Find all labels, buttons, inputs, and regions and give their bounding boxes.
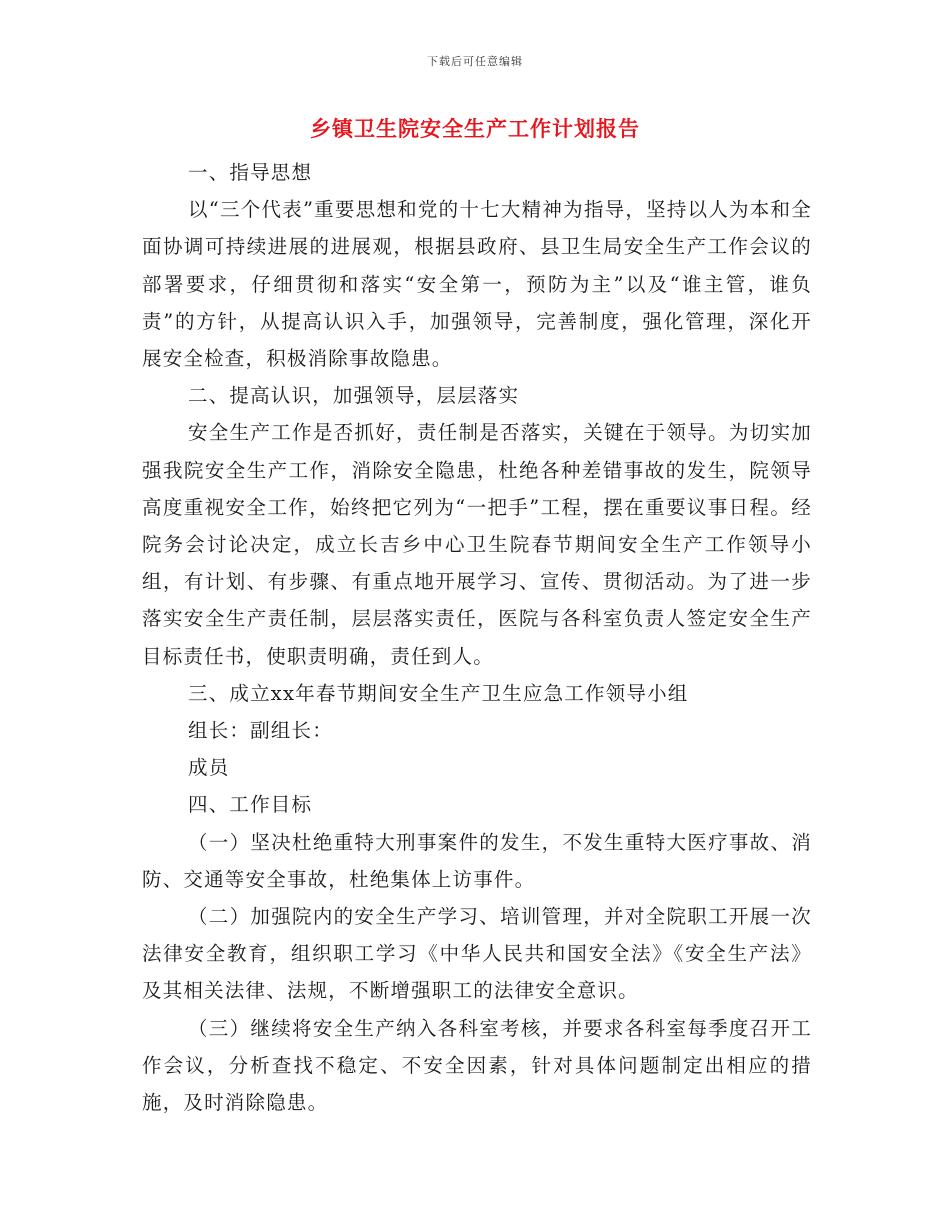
section-heading-4: 四、工作目标 bbox=[188, 793, 313, 817]
document-title: 乡镇卫生院安全生产工作计划报告 bbox=[310, 116, 640, 141]
paragraph-guiding-thought: 以“三个代表”重要思想和党的十七大精神为指导，坚持以人为本和全面协调可持续进展的进展观，根据县政府、县卫生局安全生产工作会议的部署要求，仔细贯彻和落实“安全第一，预防为主”以及“谁主管，谁负责”的方针，从提高认识入手，加强领导，完善制度，强化管理，深化开展安全检查，积极消除事故隐患。 bbox=[142, 198, 812, 371]
section-heading-2: 二、提高认识，加强领导，层层落实 bbox=[188, 384, 520, 408]
goal-item-3: （三）继续将安全生产纳入各科室考核，并要求各科室每季度召开工作会议，分析查找不稳定、不安全因素，针对具体问题制定出相应的措施，及时消除隐患。 bbox=[142, 1016, 812, 1115]
goal-item-2: （二）加强院内的安全生产学习、培训管理，并对全院职工开展一次法律安全教育，组织职工学习《中华人民共和国安全法》《安全生产法》及其相关法律、法规，不断增强职工的法律安全意识。 bbox=[142, 905, 812, 1003]
section-heading-3: 三、成立xx年春节期间安全生产卫生应急工作领导小组 bbox=[188, 681, 689, 705]
goal-item-1: （一）坚决杜绝重特大刑事案件的发生，不发生重特大医疗事故、消防、交通等安全事故，杜绝集体上访事件。 bbox=[142, 830, 812, 891]
section-heading-1: 一、指导思想 bbox=[188, 161, 313, 184]
document-body bbox=[142, 154, 812, 1121]
paragraph-leadership: 安全生产工作是否抓好，责任制是否落实，关键在于领导。为切实加强我院安全生产工作，消除安全隐患，杜绝各种差错事故的发生，院领导高度重视安全工作，始终把它列为“一把手”工程，摆在重要议事日程。经院务会讨论决定，成立长吉乡中心卫生院春节期间安全生产工作领导小组，有计划、有步骤、有重点地开展学习、宣传、贯彻活动。为了进一步落实安全生产责任制，层层落实责任，医院与各科室负责人签定安全生产目标责任书，使职责明确，责任到人。 bbox=[142, 421, 812, 668]
header-note: 下载后可任意编辑 bbox=[427, 55, 523, 68]
group-leaders-line: 组长：副组长： bbox=[188, 719, 333, 743]
group-members-line: 成员 bbox=[188, 756, 230, 780]
